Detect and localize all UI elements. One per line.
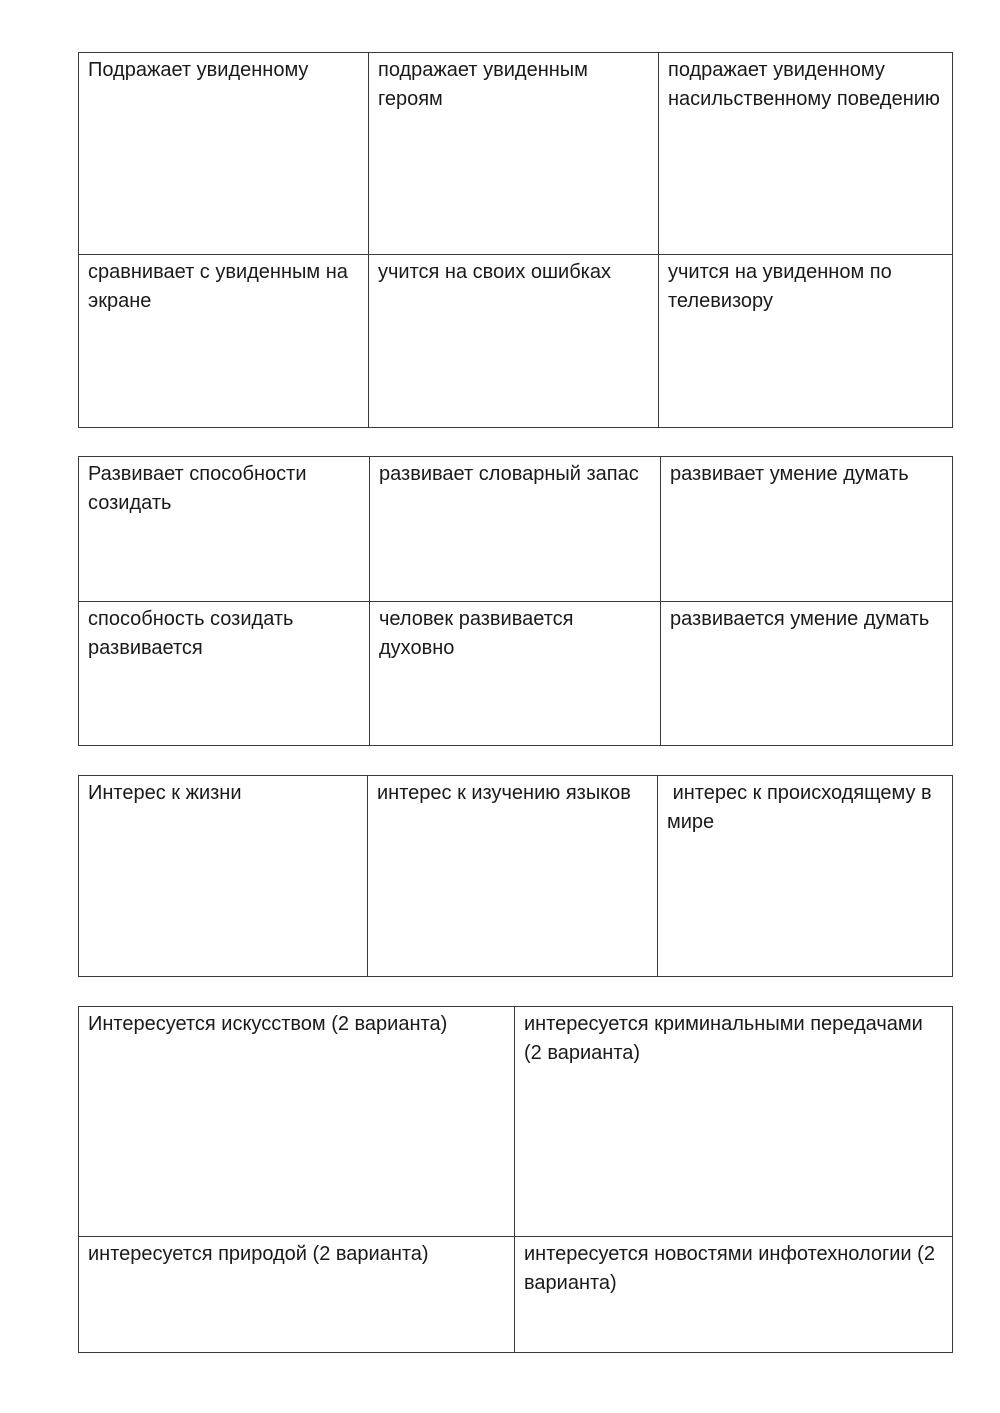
table-row — [79, 1237, 953, 1353]
table-row — [79, 1007, 953, 1237]
cell-text: способность созидать развивается — [88, 608, 294, 659]
matching-table-4 — [78, 1006, 953, 1353]
drop-cell[interactable] — [79, 776, 368, 977]
table-row — [79, 457, 953, 602]
cell-text: подражает увиденным героям — [378, 59, 588, 110]
drop-cell[interactable] — [515, 1007, 953, 1237]
drop-cell[interactable] — [79, 255, 369, 428]
matching-table-1 — [78, 52, 953, 428]
cell-text: сравнивает с увиденным на экране — [88, 261, 348, 312]
drop-cell[interactable] — [79, 1007, 515, 1237]
cell-text: интерес к происходящему в мире — [667, 782, 938, 833]
drop-cell[interactable] — [661, 602, 953, 746]
drop-cell[interactable] — [369, 255, 659, 428]
drop-cell[interactable] — [368, 776, 658, 977]
cell-text: учится на своих ошибках — [378, 261, 611, 283]
cell-text: Развивает способности созидать — [88, 463, 307, 514]
cell-text: подражает увиденному насильственному поведению — [668, 59, 940, 110]
cell-text: интерес к изучению языков — [377, 782, 631, 804]
drop-cell[interactable] — [659, 53, 953, 255]
matching-table-3 — [78, 775, 953, 977]
cell-text: человек развивается духовно — [379, 608, 574, 659]
drop-cell[interactable] — [79, 1237, 515, 1353]
drop-cell[interactable] — [659, 255, 953, 428]
cell-text: развивает умение думать — [670, 463, 909, 485]
drop-cell[interactable] — [658, 776, 953, 977]
cell-text: развивается умение думать — [670, 608, 930, 630]
cell-text: интересуется криминальными передачами (2 варианта) — [524, 1013, 923, 1064]
drop-cell[interactable] — [370, 602, 661, 746]
cell-text: интересуется природой (2 варианта) — [88, 1243, 429, 1265]
drop-cell[interactable] — [369, 53, 659, 255]
cell-text: развивает словарный запас — [379, 463, 639, 485]
drop-cell[interactable] — [370, 457, 661, 602]
cell-text: Интересуется искусством (2 варианта) — [88, 1013, 448, 1035]
drop-cell[interactable] — [661, 457, 953, 602]
drop-cell[interactable] — [79, 457, 370, 602]
table-row — [79, 776, 953, 977]
table-row — [79, 602, 953, 746]
drop-cell[interactable] — [79, 53, 369, 255]
cell-text: Интерес к жизни — [88, 782, 242, 804]
cell-text: Подражает увиденному — [88, 59, 309, 81]
table-row — [79, 53, 953, 255]
cell-text: интересуется новостями инфотехнологии (2 варианта) — [524, 1243, 935, 1294]
cell-text: учится на увиденном по телевизору — [668, 261, 892, 312]
matching-table-2 — [78, 456, 953, 746]
drop-cell[interactable] — [79, 602, 370, 746]
table-row — [79, 255, 953, 428]
drop-cell[interactable] — [515, 1237, 953, 1353]
